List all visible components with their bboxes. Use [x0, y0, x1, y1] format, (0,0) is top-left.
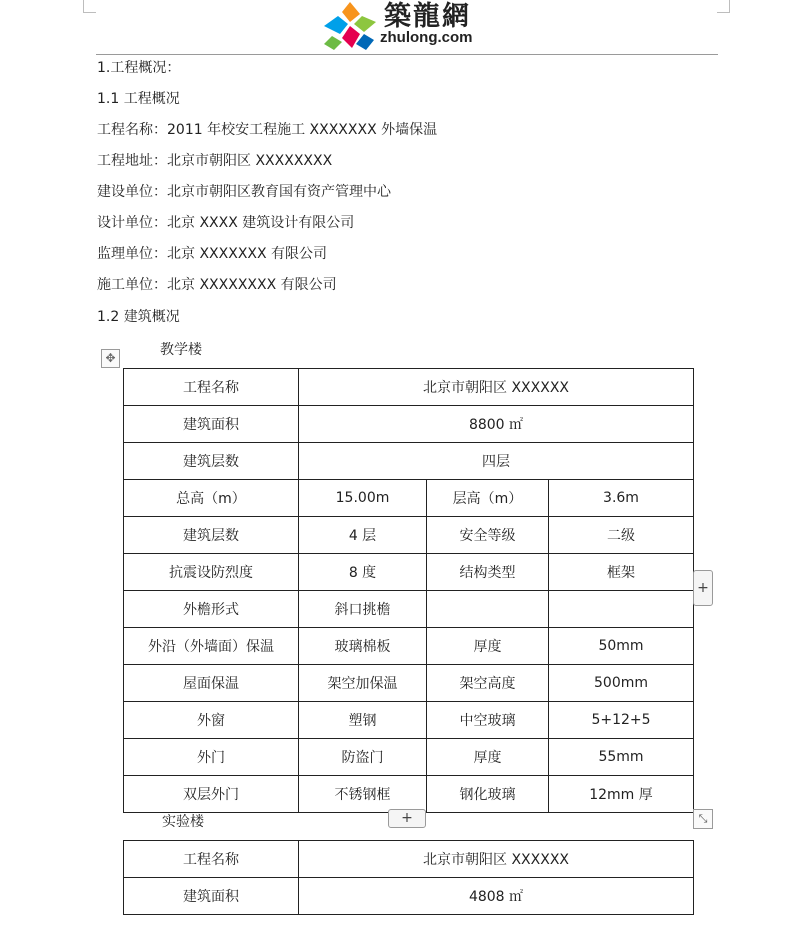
- info-project-name: 工程名称：2011 年校安工程施工 XXXXXXX 外墙保温: [97, 122, 438, 138]
- table-cell: 建筑层数: [124, 443, 299, 480]
- table-cell: 15.00m: [299, 480, 427, 517]
- table-row: [124, 739, 694, 776]
- table-cell: 建筑面积: [124, 406, 299, 443]
- table-cell: 12mm 厚: [549, 776, 694, 813]
- table-cell: 外沿（外墙面）保温: [124, 628, 299, 665]
- table-cell: 抗震设防烈度: [124, 554, 299, 591]
- section-heading-1-1: 1.1 工程概况: [97, 91, 180, 107]
- add-column-button[interactable]: +: [693, 570, 713, 606]
- table-cell: 斜口挑檐: [299, 591, 427, 628]
- table-row: [124, 554, 694, 591]
- table-cell: 架空加保温: [299, 665, 427, 702]
- table-row: [124, 878, 694, 915]
- table-move-handle[interactable]: ✥: [101, 349, 120, 368]
- table-cell: 总高（m）: [124, 480, 299, 517]
- zhulong-logo: [318, 0, 508, 52]
- table-cell: 厚度: [427, 739, 549, 776]
- table-row: [124, 406, 694, 443]
- table-row: [124, 776, 694, 813]
- info-supervisor: 监理单位：北京 XXXXXXX 有限公司: [97, 246, 328, 262]
- table-cell: 外窗: [124, 702, 299, 739]
- table-cell: 二级: [549, 517, 694, 554]
- table-cell: 8 度: [299, 554, 427, 591]
- header-divider: [96, 54, 718, 55]
- table-cell: 建筑面积: [124, 878, 299, 915]
- table-cell: 工程名称: [124, 369, 299, 406]
- table-cell: 北京市朝阳区 XXXXXX: [299, 841, 694, 878]
- table-row: [124, 480, 694, 517]
- table-cell: 框架: [549, 554, 694, 591]
- table-cell: 结构类型: [427, 554, 549, 591]
- table-caption-teaching-building: 教学楼: [160, 342, 202, 358]
- table-cell: 不锈钢框: [299, 776, 427, 813]
- table-cell: 双层外门: [124, 776, 299, 813]
- table-cell: 架空高度: [427, 665, 549, 702]
- table-cell: 中空玻璃: [427, 702, 549, 739]
- table-cell: [427, 591, 549, 628]
- info-project-address: 工程地址：北京市朝阳区 XXXXXXXX: [97, 153, 333, 169]
- page-corner-mark-left: [83, 0, 96, 13]
- section-heading-1: 1.工程概况：: [97, 60, 181, 76]
- table-cell: 玻璃棉板: [299, 628, 427, 665]
- info-owner: 建设单位：北京市朝阳区教育国有资产管理中心: [97, 184, 391, 200]
- table-row: [124, 369, 694, 406]
- table-cell: 500mm: [549, 665, 694, 702]
- table-cell: 厚度: [427, 628, 549, 665]
- table-row: [124, 517, 694, 554]
- info-contractor: 施工单位：北京 XXXXXXXX 有限公司: [97, 277, 337, 293]
- table-row: [124, 628, 694, 665]
- table-cell: 防盗门: [299, 739, 427, 776]
- teaching-building-table: [123, 368, 694, 813]
- table-cell: 建筑层数: [124, 517, 299, 554]
- table-cell: 层高（m）: [427, 480, 549, 517]
- table-row: [124, 702, 694, 739]
- table-row: [124, 591, 694, 628]
- logo-chinese-name: 築龍網: [384, 1, 471, 32]
- table-cell: 外门: [124, 739, 299, 776]
- table-row: [124, 665, 694, 702]
- section-heading-1-2: 1.2 建筑概况: [97, 309, 180, 325]
- table-cell: 8800 ㎡: [299, 406, 694, 443]
- table-cell: [549, 591, 694, 628]
- lab-building-table: [123, 840, 694, 915]
- table-cell: 钢化玻璃: [427, 776, 549, 813]
- table-cell: 外檐形式: [124, 591, 299, 628]
- table-cell: 工程名称: [124, 841, 299, 878]
- logo-emblem-icon: [318, 0, 380, 52]
- table-cell: 5+12+5: [549, 702, 694, 739]
- table-cell: 屋面保温: [124, 665, 299, 702]
- add-row-button[interactable]: +: [388, 809, 426, 828]
- logo-domain: zhulong.com: [380, 29, 473, 46]
- table-cell: 50mm: [549, 628, 694, 665]
- info-designer: 设计单位：北京 XXXX 建筑设计有限公司: [97, 215, 355, 231]
- table-cell: 4 层: [299, 517, 427, 554]
- table-cell: 3.6m: [549, 480, 694, 517]
- table-resize-handle[interactable]: ⤡: [693, 809, 713, 829]
- page-corner-mark-right: [717, 0, 730, 13]
- table-cell: 北京市朝阳区 XXXXXX: [299, 369, 694, 406]
- table-caption-lab-building: 实验楼: [162, 814, 204, 830]
- table-cell: 55mm: [549, 739, 694, 776]
- table-row: [124, 841, 694, 878]
- table-cell: 塑钢: [299, 702, 427, 739]
- table-row: [124, 443, 694, 480]
- table-cell: 4808 ㎡: [299, 878, 694, 915]
- table-cell: 四层: [299, 443, 694, 480]
- table-cell: 安全等级: [427, 517, 549, 554]
